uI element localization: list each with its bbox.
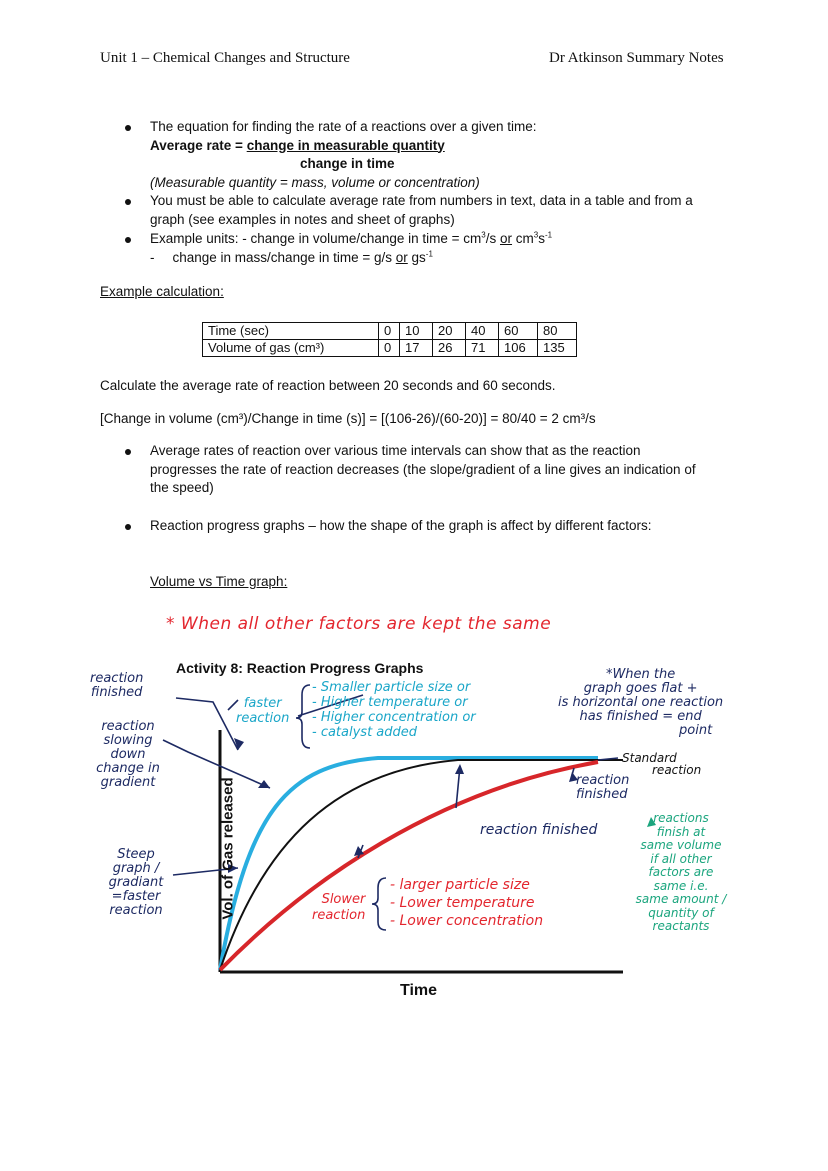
units-or: or <box>500 231 513 246</box>
annotation-line: faster <box>243 696 282 711</box>
annotation-line: Standard <box>622 751 677 765</box>
annotation-line: finished <box>576 787 628 802</box>
x-axis-label: Time <box>400 982 438 999</box>
same-factors-note: * When all other factors are kept the same <box>166 614 552 634</box>
example-working: [Change in volume (cm³)/Change in time (s)] = [(106-26)/(60-20)] = 80/40 = 2 cm³/s <box>100 411 596 426</box>
annotation-line: reaction <box>236 711 290 726</box>
annotation-standard-reaction <box>622 752 701 776</box>
units-sup: -1 <box>544 230 553 240</box>
y-axis-label: Vol. of Gas released <box>219 777 237 920</box>
units-dash: - <box>150 249 155 265</box>
annotation-line: reaction <box>312 908 366 923</box>
table-cell: 17 <box>400 340 433 357</box>
units-sup: -1 <box>425 249 433 258</box>
table-row <box>203 323 577 340</box>
bullet-dot <box>125 524 131 530</box>
annotation-line: reactants <box>652 919 710 933</box>
reaction-progress-graph <box>88 640 768 1010</box>
annotation-line: reaction <box>576 773 630 788</box>
annotation-same-volume <box>616 812 746 934</box>
annotation-line: gradient <box>100 775 156 790</box>
units-or: or <box>395 249 408 265</box>
rate-data-table <box>202 322 577 357</box>
graph-title: Activity 8: Reaction Progress Graphs <box>176 660 424 676</box>
bullet-dot <box>125 125 131 131</box>
bullet-progress-graphs: Reaction progress graphs – how the shape of the graph is affect by different factors: <box>150 518 652 533</box>
units-volume <box>150 230 750 249</box>
rate-equation-intro: The equation for finding the rate of a reactions over a given time: <box>150 119 537 134</box>
calc-skill-line2: graph (see examples in notes and sheet of graphs) <box>150 211 455 227</box>
table-cell: 0 <box>379 340 400 357</box>
formula-denominator: change in time <box>300 156 395 171</box>
table-cell: 20 <box>433 323 466 340</box>
units-text: s <box>538 231 545 246</box>
annotation-line: Steep <box>117 847 155 862</box>
table-cell: 71 <box>466 340 499 357</box>
annotation-slower-reaction <box>312 892 365 924</box>
annotation-line: factors are <box>648 865 714 879</box>
units-text: cm <box>512 231 534 246</box>
annotation-line: *When the <box>605 667 676 682</box>
table-cell: 10 <box>400 323 433 340</box>
annotation-reaction-finished-black <box>576 774 629 802</box>
annotation-line: change in <box>96 761 160 776</box>
annotation-line: reaction <box>652 763 702 777</box>
table-cell: 40 <box>466 323 499 340</box>
units-text: gs <box>407 249 426 265</box>
bullet-example-units <box>150 230 750 267</box>
table-cell: 60 <box>499 323 538 340</box>
annotation-faster-reaction <box>236 696 289 726</box>
annotation-line: point <box>679 723 713 738</box>
annotation-when-flat <box>558 668 723 738</box>
units-mass <box>150 249 750 268</box>
annotation-line: reaction <box>90 671 144 686</box>
annotation-line: - Lower concentration <box>390 913 544 929</box>
average-rates-line2: progresses the rate of reaction decreases (the slope/gradient of a line gives an indication of <box>150 461 696 477</box>
calc-skill-line1: You must be able to calculate average rate from numbers in text, data in a table and from a <box>150 193 693 208</box>
annotation-line: finish at <box>656 824 706 839</box>
annotation-line: reaction <box>109 903 163 918</box>
average-rates-line3: the speed) <box>150 480 214 495</box>
annotation-line: if all other <box>650 851 712 866</box>
annotation-line: - Higher temperature or <box>312 695 468 710</box>
bullet-average-rates <box>150 442 750 498</box>
average-rates-line1: Average rates of reaction over various time intervals can show that as the reaction <box>150 443 641 458</box>
annotation-reaction-finished <box>90 672 143 700</box>
annotation-line: quantity of <box>648 905 714 920</box>
annotation-line: - Lower temperature <box>390 895 535 911</box>
units-text: Example units: - change in volume/change in time = cm <box>150 231 482 246</box>
bullet-dot <box>125 449 131 455</box>
annotation-line: slowing <box>103 733 153 748</box>
units-sup: 3 <box>481 230 486 240</box>
annotation-line: has finished = end <box>579 709 702 724</box>
units-text: change in mass/change in time = g/s <box>172 249 396 265</box>
annotation-line: down <box>110 747 146 762</box>
measurable-quantity-note: (Measurable quantity = mass, volume or concentration) <box>150 174 480 190</box>
formula-numerator: change in measurable quantity <box>246 137 445 153</box>
annotation-line: graph goes flat + <box>583 681 698 696</box>
units-text: /s <box>485 231 501 246</box>
annotation-line: - Smaller particle size or <box>312 680 471 695</box>
annotation-line: reactions <box>653 811 709 825</box>
average-rate-formula <box>150 137 750 156</box>
annotation-faster-factors <box>312 680 476 740</box>
bullet-rate-equation <box>150 118 750 192</box>
units-sup: 3 <box>533 230 539 240</box>
annotation-line: - catalyst added <box>312 725 418 740</box>
example-question: Calculate the average rate of reaction between 20 seconds and 60 seconds. <box>100 378 556 393</box>
annotation-line: same i.e. <box>653 878 709 893</box>
bullet-dot <box>125 237 131 243</box>
annotation-line: graph / <box>112 861 160 876</box>
annotation-line: - larger particle size <box>390 877 530 893</box>
annotation-line: gradiant <box>108 875 164 890</box>
table-cell-label: Volume of gas (cm³) <box>203 340 379 357</box>
table-cell: 80 <box>538 323 577 340</box>
graph-heading: Volume vs Time graph: <box>150 574 288 589</box>
annotation-line: same amount / <box>635 892 727 906</box>
annotation-line: finished <box>90 685 143 700</box>
example-heading: Example calculation: <box>100 284 224 299</box>
annotation-line: Slower <box>321 892 366 907</box>
annotation-slowing-down <box>88 720 168 790</box>
table-row <box>203 340 577 357</box>
annotation-line: reaction <box>101 719 155 734</box>
annotation-line: =faster <box>111 889 161 904</box>
annotation-line: same volume <box>640 838 722 852</box>
annotation-line: - Higher concentration or <box>312 710 476 725</box>
annotation-slower-factors <box>390 876 543 930</box>
formula-label: Average rate = <box>150 137 247 153</box>
bullet-dot <box>125 199 131 205</box>
table-cell: 0 <box>379 323 400 340</box>
header-unit-title: Unit 1 – Chemical Changes and Structure <box>100 50 350 66</box>
annotation-line: is horizontal one reaction <box>558 695 724 710</box>
annotation-steep-graph <box>96 848 176 918</box>
table-cell-label: Time (sec) <box>203 323 379 340</box>
header-author: Dr Atkinson Summary Notes <box>549 50 724 66</box>
table-cell: 26 <box>433 340 466 357</box>
bullet-calc-skill <box>150 192 770 229</box>
table-cell: 106 <box>499 340 538 357</box>
annotation-reaction-finished-red: reaction finished <box>480 822 598 838</box>
table-cell: 135 <box>538 340 577 357</box>
